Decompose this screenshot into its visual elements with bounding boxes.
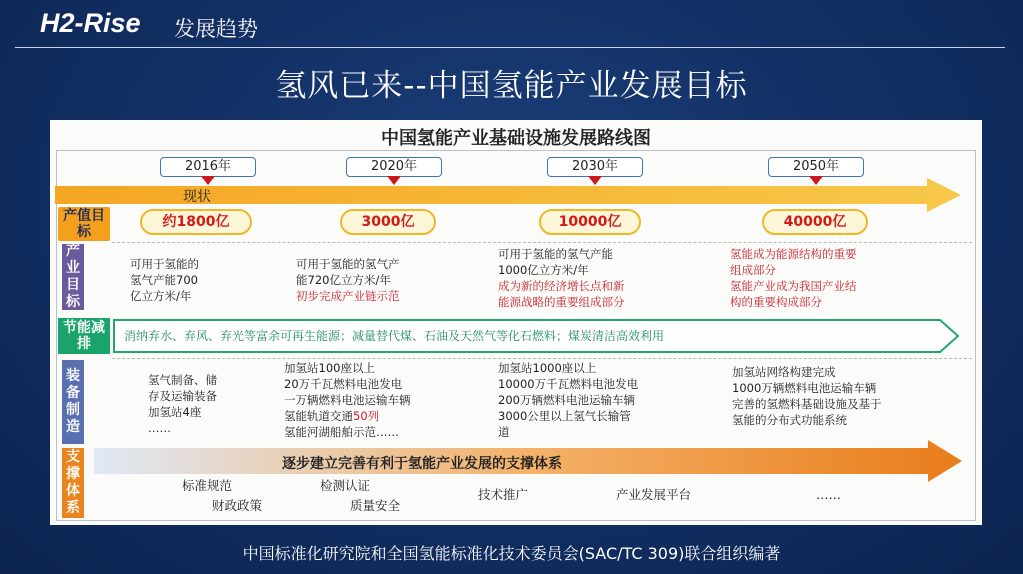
row-label-industry-goals: 产业目标 [62,244,84,310]
brand-logo: H2-Rise [40,8,141,38]
year-2030: 2030年 [547,157,643,177]
support-item-platform: 产业发展平台 [616,487,692,502]
support-item-promotion: 技术推广 [478,487,529,502]
output-value-2020: 3000亿 [340,209,436,235]
year-2016: 2016年 [160,157,256,177]
row-divider [112,358,972,359]
industry-goals-2016: 可用于氢能的 氢气产能700 亿立方米/年 [130,257,199,303]
row-label-output-value: 产值目标 [58,207,110,241]
year-2020: 2020年 [346,157,442,177]
energy-saving-text: 消纳弃水、弃风、弃光等富余可再生能源；减量替代煤、石油及天然气等化石燃料；煤炭清洁高效利用 [124,329,665,343]
source-footer: 中国标准化研究院和全国氢能标准化技术委员会(SAC/TC 309)联合组织编著 [242,544,781,563]
row-label-support: 支撑体系 [62,448,84,518]
header-divider [15,47,1005,48]
year-2050: 2050年 [768,157,864,177]
equipment-2020: 加氢站100座以上 20万千瓦燃料电池发电 一万辆燃料电池运输车辆 氢能轨道交通50列 氢能河湖船舶示范…… [284,361,411,439]
roadmap-figure [50,120,982,525]
equipment-2030: 加氢站1000座以上 10000万千瓦燃料电池发电 200万辆燃料电池运输车辆 3000公里以上氢气长输管 道 [498,361,639,439]
support-item-standards: 标准规范 [182,478,233,493]
output-value-2030: 10000亿 [539,209,641,235]
roadmap-title: 中国氢能产业基础设施发展路线图 [381,128,651,149]
support-item-finance: 财政政策 [212,498,263,513]
row-label-equipment: 装备制造 [62,360,84,444]
support-item-testing: 检测认证 [320,478,371,493]
industry-goals-2030: 可用于氢能的氢气产能 1000亿立方米/年 成为新的经济增长点和新 能源战略的重要组成部分 [498,247,625,309]
support-item-more: …… [816,487,841,502]
output-value-2050: 40000亿 [762,209,868,235]
support-banner: 逐步建立完善有利于氢能产业发展的支撑体系 [282,456,562,472]
section-label: 发展趋势 [174,17,258,41]
slide-title: 氢风已来--中国氢能产业发展目标 [275,68,748,104]
equipment-2050: 加氢站网络构建完成 1000万辆燃料电池运输车辆 完善的氢燃料基础设施及基于 氢能的分布式功能系统 [732,365,882,427]
support-item-quality: 质量安全 [350,498,401,513]
industry-goals-2020: 可用于氢能的氢气产 能720亿立方米/年 初步完成产业链示范 [296,257,400,303]
row-divider [112,242,972,243]
equipment-2016: 氢气制备、储 存及运输装备 加氢站4座 …… [148,373,217,435]
industry-goals-2050: 氢能成为能源结构的重要 组成部分 氢能产业成为我国产业结 构的重要构成部分 [730,247,857,309]
row-label-energy-saving: 节能减排 [58,318,110,354]
output-value-2016: 约1800亿 [140,209,252,235]
current-label: 现状 [183,189,211,205]
